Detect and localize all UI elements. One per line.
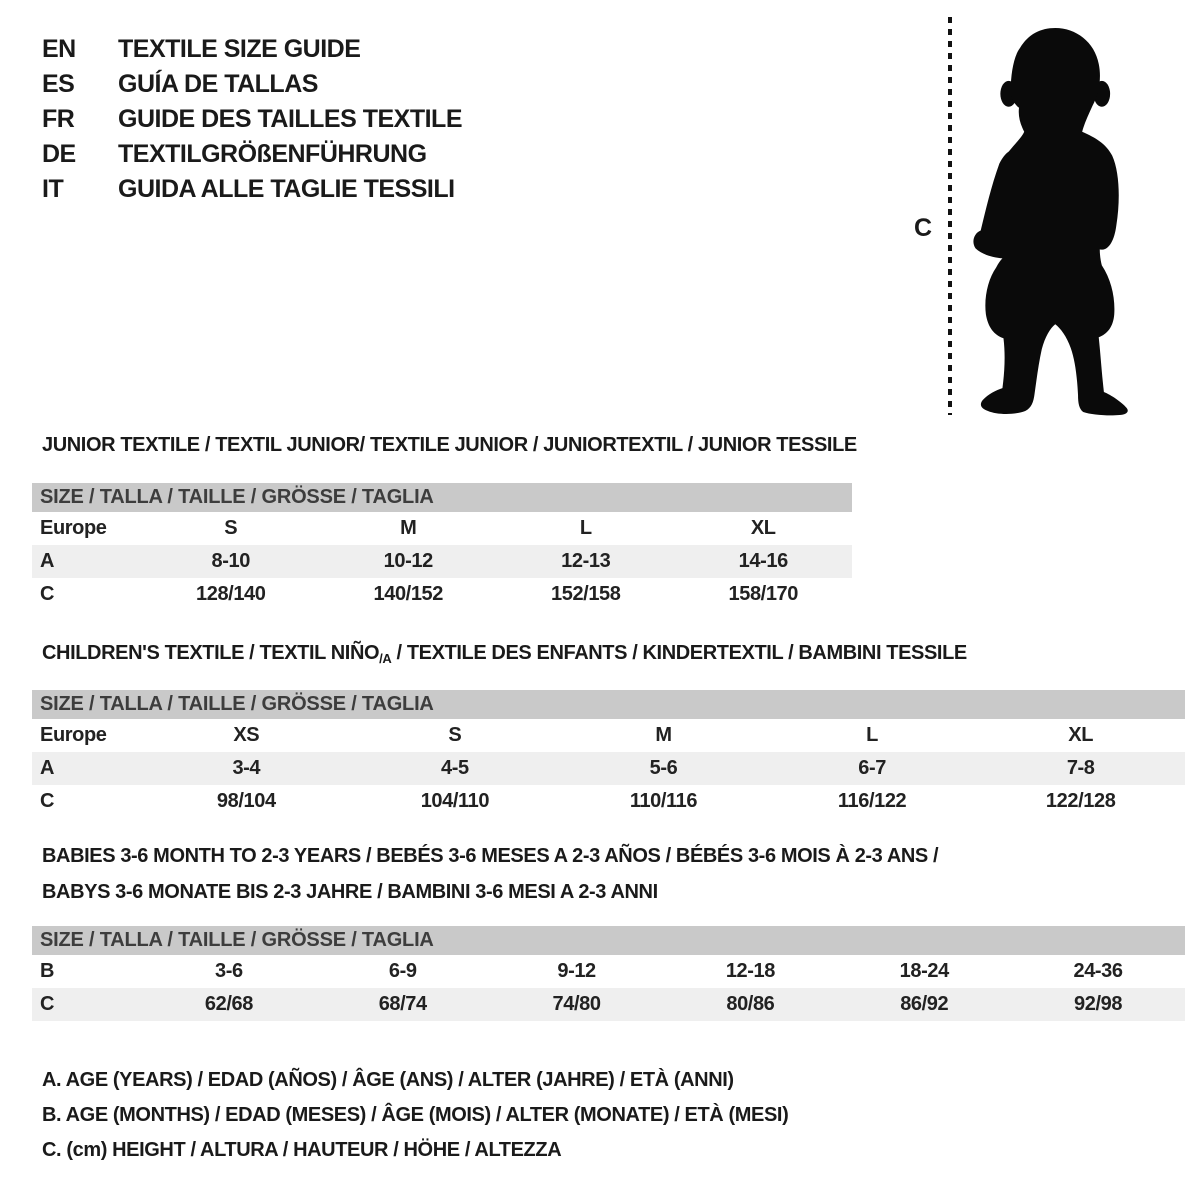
language-code: EN	[42, 35, 76, 63]
row-label: Europe	[40, 517, 107, 539]
children-heading-subscript: /A	[379, 651, 392, 666]
table-cell: M	[655, 724, 672, 746]
table-cell: 62/68	[204, 993, 253, 1015]
babies-section-heading-line1: BABIES 3-6 MONTH TO 2-3 YEARS / BEBÉS 3-6 MESES A 2-3 AÑOS / BÉBÉS 3-6 MOIS À 2-3 ANS /	[42, 845, 939, 867]
table-cell: 18-24	[899, 960, 949, 982]
table-cell: 122/128	[1045, 790, 1116, 812]
language-code: IT	[42, 175, 64, 203]
children-table-rows	[32, 719, 1185, 818]
height-measure-figure	[900, 8, 1160, 420]
babies-section-heading-line2: BABYS 3-6 MONATE BIS 2-3 JAHRE / BAMBINI 3-6 MESI A 2-3 ANNI	[42, 881, 658, 903]
size-header-bar: SIZE / TALLA / TAILLE / GRÖSSE / TAGLIA	[32, 926, 1185, 955]
table-row	[32, 578, 852, 611]
row-label: B	[40, 960, 55, 982]
size-header-bar: SIZE / TALLA / TAILLE / GRÖSSE / TAGLIA	[32, 483, 852, 512]
table-cell: 98/104	[216, 790, 276, 812]
table-cell: 68/74	[378, 993, 427, 1015]
table-cell: 74/80	[552, 993, 601, 1015]
language-row	[42, 172, 462, 207]
table-cell: 12-18	[725, 960, 775, 982]
language-title: GUIDA ALLE TAGLIE TESSILI	[118, 175, 455, 203]
language-code: FR	[42, 105, 75, 133]
table-row	[32, 719, 1185, 752]
row-label: A	[40, 757, 55, 779]
language-row	[42, 67, 462, 102]
table-cell: XL	[1068, 724, 1094, 746]
table-cell: L	[579, 517, 592, 539]
table-cell: 4-5	[441, 757, 469, 779]
row-label: C	[40, 583, 55, 605]
table-cell: 6-9	[388, 960, 417, 982]
table-row	[32, 785, 1185, 818]
table-cell: 3-6	[215, 960, 243, 982]
row-label: C	[40, 993, 55, 1015]
legend-line-a: A. AGE (YEARS) / EDAD (AÑOS) / ÂGE (ANS) / ALTER (JAHRE) / ETÀ (ANNI)	[42, 1069, 734, 1091]
table-row	[32, 955, 1185, 988]
table-cell: XL	[750, 517, 776, 539]
children-heading-post: / TEXTILE DES ENFANTS / KINDERTEXTIL / BAMBINI TESSILE	[391, 642, 967, 664]
legend-line-b: B. AGE (MONTHS) / EDAD (MESES) / ÂGE (MOIS) / ALTER (MONATE) / ETÀ (MESI)	[42, 1104, 789, 1126]
table-cell: 128/140	[196, 583, 266, 605]
size-header-bar: SIZE / TALLA / TAILLE / GRÖSSE / TAGLIA	[32, 690, 1185, 719]
table-row	[32, 752, 1185, 785]
table-cell: L	[866, 724, 878, 746]
height-measure-label: C	[914, 214, 933, 242]
table-cell: M	[400, 517, 417, 539]
table-cell: 158/170	[728, 583, 798, 605]
legend	[42, 1063, 788, 1168]
junior-size-table	[32, 483, 852, 611]
table-cell: 110/116	[629, 790, 698, 812]
table-cell: 116/122	[837, 790, 907, 812]
table-row	[32, 545, 852, 578]
children-size-table	[32, 690, 1185, 818]
language-code: DE	[42, 140, 76, 168]
table-cell: 140/152	[373, 583, 443, 605]
table-cell: 92/98	[1074, 993, 1123, 1015]
table-row	[32, 988, 1185, 1021]
babies-size-table	[32, 926, 1185, 1021]
language-title: TEXTILE SIZE GUIDE	[118, 35, 361, 63]
language-row	[42, 32, 462, 67]
table-cell: 86/92	[900, 993, 949, 1015]
table-row	[32, 512, 852, 545]
babies-table-rows	[32, 955, 1185, 1021]
language-header	[42, 32, 462, 207]
baby-silhouette-icon	[960, 12, 1136, 416]
table-cell: 9-12	[557, 960, 596, 982]
table-cell: 3-4	[232, 757, 261, 779]
table-cell: 14-16	[738, 550, 788, 572]
row-label: C	[40, 790, 55, 812]
table-cell: 24-36	[1073, 960, 1123, 982]
table-cell: 8-10	[211, 550, 250, 572]
table-cell: XS	[233, 724, 260, 746]
language-row	[42, 102, 462, 137]
legend-line-c: C. (cm) HEIGHT / ALTURA / HAUTEUR / HÖHE / ALTEZZA	[42, 1139, 562, 1161]
table-cell: 5-6	[649, 757, 678, 779]
table-cell: 152/158	[551, 583, 621, 605]
language-title: TEXTILGRÖßENFÜHRUNG	[118, 140, 427, 168]
table-cell: 6-7	[858, 757, 886, 779]
table-cell: 7-8	[1066, 757, 1095, 779]
language-code: ES	[42, 70, 75, 98]
children-section-heading	[42, 642, 967, 666]
table-cell: 104/110	[420, 790, 490, 812]
language-title: GUIDE DES TAILLES TEXTILE	[118, 105, 463, 133]
language-title: GUÍA DE TALLAS	[118, 70, 318, 98]
height-dashed-line	[948, 17, 952, 415]
table-cell: S	[448, 724, 462, 746]
table-cell: 80/86	[726, 993, 775, 1015]
row-label: A	[40, 550, 55, 572]
children-heading-pre: CHILDREN'S TEXTILE / TEXTIL NIÑO	[42, 642, 380, 664]
junior-table-rows	[32, 512, 852, 611]
row-label: Europe	[40, 724, 107, 746]
junior-section-heading: JUNIOR TEXTILE / TEXTIL JUNIOR/ TEXTILE JUNIOR / JUNIORTEXTIL / JUNIOR TESSILE	[42, 434, 857, 456]
language-row	[42, 137, 462, 172]
table-cell: 10-12	[383, 550, 433, 572]
table-cell: S	[224, 517, 238, 539]
table-cell: 12-13	[561, 550, 611, 572]
